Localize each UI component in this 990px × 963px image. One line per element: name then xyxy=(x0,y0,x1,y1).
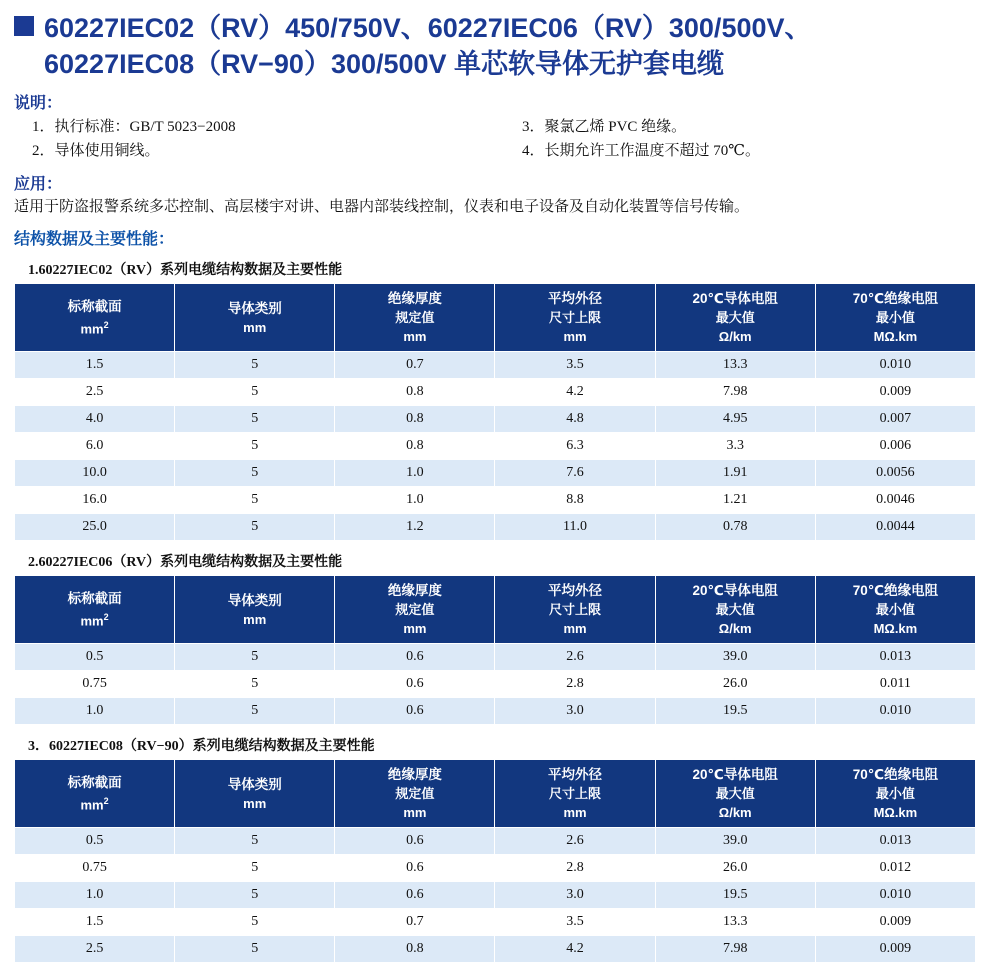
header-unit: Ω/km xyxy=(718,621,752,636)
header-unit: mm xyxy=(243,795,267,811)
cell: 1.0 xyxy=(15,882,175,909)
header-title: 导体类别 xyxy=(227,776,282,792)
cell: 0.8 xyxy=(335,406,495,433)
header-title: 标称截面 xyxy=(67,774,122,790)
header-unit: MΩ.km xyxy=(873,621,918,636)
header-title: 导体类别 xyxy=(227,592,282,608)
cell: 6.3 xyxy=(495,433,655,460)
header-title: 绝缘厚度 xyxy=(387,583,442,598)
note-item: 4．长期允许工作温度不超过 70℃。 xyxy=(522,143,761,159)
title-bullet-square xyxy=(14,16,34,36)
cell: 5 xyxy=(175,698,335,725)
cell: 1.2 xyxy=(335,514,495,541)
spec-table-3 xyxy=(14,759,976,963)
cell: 0.013 xyxy=(815,644,975,671)
cell: 3.0 xyxy=(495,882,655,909)
header-title: 70℃绝缘电阻 xyxy=(852,583,939,598)
column-header-conductor-resistance xyxy=(655,284,815,352)
header-sub: 尺寸上限 xyxy=(549,602,602,617)
cell: 0.0046 xyxy=(815,487,975,514)
cell: 7.6 xyxy=(495,460,655,487)
spec-table-1 xyxy=(14,283,976,541)
table-row xyxy=(15,882,976,909)
column-header-insulation-thickness xyxy=(335,284,495,352)
cell: 5 xyxy=(175,828,335,855)
cell: 19.5 xyxy=(655,698,815,725)
header-unit: MΩ.km xyxy=(873,329,918,344)
cell: 0.013 xyxy=(815,828,975,855)
cell: 5 xyxy=(175,882,335,909)
cell: 10.0 xyxy=(15,460,175,487)
cell: 5 xyxy=(175,460,335,487)
application-heading: 应用： xyxy=(14,176,63,193)
cell: 11.0 xyxy=(495,514,655,541)
cell: 3.5 xyxy=(495,352,655,379)
column-header-insulation-resistance xyxy=(815,284,975,352)
column-header-conductor-resistance xyxy=(655,576,815,644)
cell: 5 xyxy=(175,352,335,379)
cell: 1.91 xyxy=(655,460,815,487)
header-unit: mm xyxy=(563,805,587,820)
header-title: 70℃绝缘电阻 xyxy=(852,291,939,306)
header-unit: MΩ.km xyxy=(873,805,918,820)
cell: 0.8 xyxy=(335,936,495,963)
cell: 5 xyxy=(175,644,335,671)
cell: 0.0056 xyxy=(815,460,975,487)
table-row xyxy=(15,698,976,725)
cell: 1.0 xyxy=(335,460,495,487)
table-row xyxy=(15,514,976,541)
cell: 4.2 xyxy=(495,936,655,963)
column-header-insulation-thickness xyxy=(335,760,495,828)
cell: 5 xyxy=(175,671,335,698)
description-notes-left xyxy=(14,115,484,163)
header-unit: mm xyxy=(563,329,587,344)
table-caption: 3．60227IEC08（RV−90）系列电缆结构数据及主要性能 xyxy=(28,739,375,754)
table-row xyxy=(15,644,976,671)
column-header-average-outer-diameter xyxy=(495,576,655,644)
cell: 0.6 xyxy=(335,828,495,855)
cell: 2.6 xyxy=(495,828,655,855)
column-header-nominal-section xyxy=(15,576,175,644)
cell: 5 xyxy=(175,936,335,963)
document-title xyxy=(0,0,990,82)
cell: 0.012 xyxy=(815,855,975,882)
header-title: 20℃导体电阻 xyxy=(692,291,778,306)
column-header-insulation-thickness xyxy=(335,576,495,644)
title-line-1: 60227IEC02（RV）450/750V、60227IEC06（RV）300/500V、 xyxy=(44,13,812,43)
cell: 2.8 xyxy=(495,671,655,698)
header-title: 20℃导体电阻 xyxy=(692,767,778,782)
cell: 26.0 xyxy=(655,855,815,882)
description-notes-right xyxy=(484,115,954,163)
header-title: 平均外径 xyxy=(548,767,603,782)
header-unit: mm xyxy=(403,329,427,344)
table-row xyxy=(15,406,976,433)
header-unit: mm xyxy=(243,319,267,335)
header-sub: 规定值 xyxy=(395,310,435,325)
cell: 0.009 xyxy=(815,909,975,936)
cell: 5 xyxy=(175,514,335,541)
header-unit: $mm^2$ xyxy=(80,795,109,813)
application-text: 适用于防盗报警系统多芯控制、高层楼宇对讲、电器内部装线控制，仪表和电子设备及自动化装置等信号传输。 xyxy=(14,199,750,215)
cell: 0.009 xyxy=(815,379,975,406)
cell: 0.011 xyxy=(815,671,975,698)
cell: 5 xyxy=(175,406,335,433)
table-header-row xyxy=(15,760,976,828)
cell: 5 xyxy=(175,433,335,460)
cell: 4.95 xyxy=(655,406,815,433)
cell: 19.5 xyxy=(655,882,815,909)
cell: 1.0 xyxy=(15,698,175,725)
header-unit: Ω/km xyxy=(718,805,752,820)
column-header-average-outer-diameter xyxy=(495,760,655,828)
cell: 0.6 xyxy=(335,671,495,698)
description-notes xyxy=(14,115,954,163)
cell: 0.6 xyxy=(335,698,495,725)
header-title: 绝缘厚度 xyxy=(387,767,442,782)
header-unit: mm xyxy=(243,611,267,627)
cell: 0.8 xyxy=(335,379,495,406)
table-row xyxy=(15,855,976,882)
table-row xyxy=(15,828,976,855)
table-caption: 2.60227IEC06（RV）系列电缆结构数据及主要性能 xyxy=(28,555,343,570)
column-header-average-outer-diameter xyxy=(495,284,655,352)
cell: 13.3 xyxy=(655,352,815,379)
header-unit: mm xyxy=(403,805,427,820)
cell: 0.010 xyxy=(815,352,975,379)
cell: 5 xyxy=(175,379,335,406)
cell: 2.5 xyxy=(15,936,175,963)
cell: 0.7 xyxy=(335,352,495,379)
cell: 39.0 xyxy=(655,828,815,855)
cell: 6.0 xyxy=(15,433,175,460)
cell: 0.75 xyxy=(15,671,175,698)
table-row xyxy=(15,936,976,963)
cell: 2.6 xyxy=(495,644,655,671)
cell: 0.010 xyxy=(815,882,975,909)
cell: 39.0 xyxy=(655,644,815,671)
column-header-conductor-resistance xyxy=(655,760,815,828)
cell: 5 xyxy=(175,909,335,936)
header-sub: 尺寸上限 xyxy=(549,310,602,325)
table-header-row xyxy=(15,576,976,644)
header-title: 平均外径 xyxy=(548,291,603,306)
cell: 1.5 xyxy=(15,352,175,379)
cell: 0.6 xyxy=(335,644,495,671)
cell: 0.010 xyxy=(815,698,975,725)
header-unit: mm xyxy=(403,621,427,636)
title-text xyxy=(44,10,812,82)
cell: 7.98 xyxy=(655,379,815,406)
table-row xyxy=(15,433,976,460)
table-row xyxy=(15,379,976,406)
header-sub: 尺寸上限 xyxy=(549,786,602,801)
cell: 0.6 xyxy=(335,882,495,909)
cell: 7.98 xyxy=(655,936,815,963)
cell: 0.007 xyxy=(815,406,975,433)
cell: 4.0 xyxy=(15,406,175,433)
header-sub: 最大值 xyxy=(715,602,755,617)
column-header-insulation-resistance xyxy=(815,760,975,828)
cell: 4.2 xyxy=(495,379,655,406)
description-heading: 说明： xyxy=(14,95,63,112)
cell: 0.8 xyxy=(335,433,495,460)
cell: 0.006 xyxy=(815,433,975,460)
column-header-conductor-class xyxy=(175,576,335,644)
cell: 13.3 xyxy=(655,909,815,936)
title-line-2: 60227IEC08（RV−90）300/500V 单芯软导体无护套电缆 xyxy=(44,49,725,79)
cell: 5 xyxy=(175,855,335,882)
cell: 0.5 xyxy=(15,644,175,671)
header-sub: 最小值 xyxy=(875,310,915,325)
header-sub: 规定值 xyxy=(395,602,435,617)
header-unit: $mm^2$ xyxy=(80,611,109,629)
column-header-conductor-class xyxy=(175,284,335,352)
column-header-insulation-resistance xyxy=(815,576,975,644)
header-sub: 最小值 xyxy=(875,786,915,801)
header-unit: mm xyxy=(563,621,587,636)
cell: 16.0 xyxy=(15,487,175,514)
cell: 3.5 xyxy=(495,909,655,936)
header-title: 20℃导体电阻 xyxy=(692,583,778,598)
header-title: 70℃绝缘电阻 xyxy=(852,767,939,782)
header-title: 标称截面 xyxy=(67,298,122,314)
cell: 0.7 xyxy=(335,909,495,936)
cell: 3.3 xyxy=(655,433,815,460)
column-header-nominal-section xyxy=(15,284,175,352)
cell: 0.5 xyxy=(15,828,175,855)
note-item: 2．导体使用铜线。 xyxy=(32,143,160,159)
cell: 0.75 xyxy=(15,855,175,882)
table-caption: 1.60227IEC02（RV）系列电缆结构数据及主要性能 xyxy=(28,263,343,278)
cell: 26.0 xyxy=(655,671,815,698)
header-title: 导体类别 xyxy=(227,300,282,316)
header-title: 标称截面 xyxy=(67,590,122,606)
table-header-row xyxy=(15,284,976,352)
cell: 5 xyxy=(175,487,335,514)
table-row xyxy=(15,352,976,379)
header-sub: 最小值 xyxy=(875,602,915,617)
header-sub: 规定值 xyxy=(395,786,435,801)
table-row xyxy=(15,671,976,698)
table-row xyxy=(15,460,976,487)
cell: 8.8 xyxy=(495,487,655,514)
header-sub: 最大值 xyxy=(715,310,755,325)
cell: 2.8 xyxy=(495,855,655,882)
cell: 1.5 xyxy=(15,909,175,936)
cell: 0.78 xyxy=(655,514,815,541)
header-unit: Ω/km xyxy=(718,329,752,344)
cell: 1.21 xyxy=(655,487,815,514)
header-title: 绝缘厚度 xyxy=(387,291,442,306)
table-row xyxy=(15,487,976,514)
column-header-conductor-class xyxy=(175,760,335,828)
header-sub: 最大值 xyxy=(715,786,755,801)
header-unit: $mm^2$ xyxy=(80,319,109,337)
cell: 25.0 xyxy=(15,514,175,541)
cell: 2.5 xyxy=(15,379,175,406)
note-item: 1．执行标准：GB/T 5023−2008 xyxy=(32,119,236,135)
cell: 0.0044 xyxy=(815,514,975,541)
column-header-nominal-section xyxy=(15,760,175,828)
note-item: 3．聚氯乙烯 PVC 绝缘。 xyxy=(522,119,687,135)
spec-table-2 xyxy=(14,575,976,725)
cell: 0.009 xyxy=(815,936,975,963)
cell: 3.0 xyxy=(495,698,655,725)
cell: 0.6 xyxy=(335,855,495,882)
cell: 1.0 xyxy=(335,487,495,514)
structure-heading: 结构数据及主要性能： xyxy=(14,231,175,248)
table-row xyxy=(15,909,976,936)
cell: 4.8 xyxy=(495,406,655,433)
header-title: 平均外径 xyxy=(548,583,603,598)
